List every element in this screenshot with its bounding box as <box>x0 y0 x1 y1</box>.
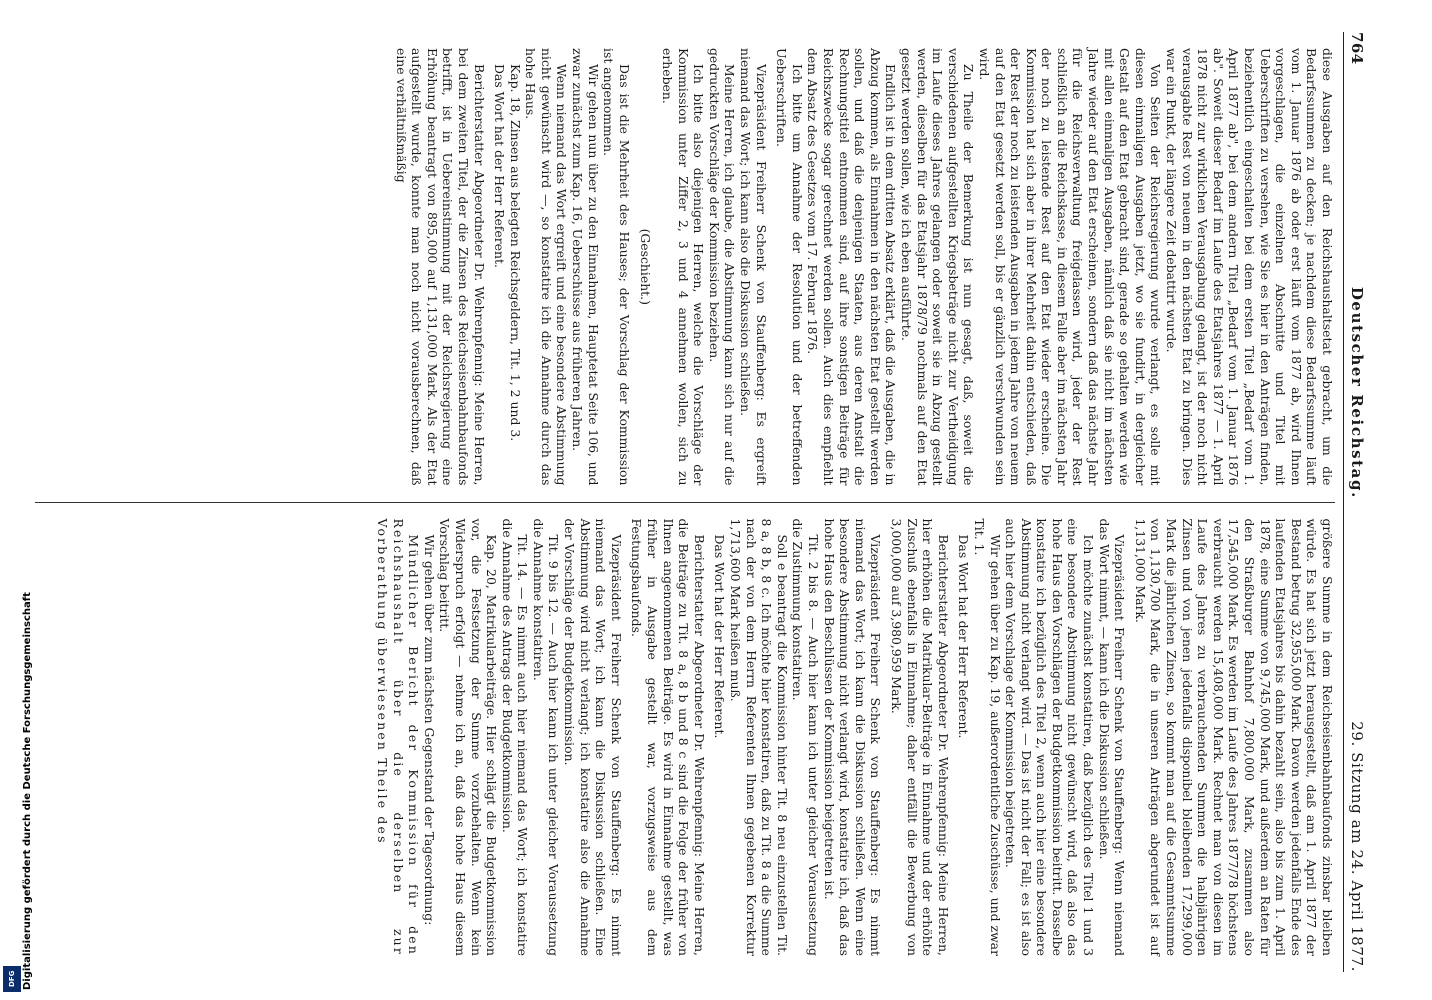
paragraph: Das Wort hat der Herr Referent. <box>956 534 972 739</box>
paragraph: Ich bitte also diejenigen Herren, welche die Vorschläge der Kommission unter Ziffer 2, 3 und 4 annehmen wollen, sich zu erheben. <box>660 48 707 486</box>
paragraph: Berichterstatter Abgeordneter Dr. Wehrenpfennig: Meine Herren, bei dem zweiten Titel, der die Zinsen des Reichseisenbahnbaufonds betrifft, ist in Uebereinstimmung mit der Reichsregierung eine Erhöhung beantragt von 895,000 auf 1,131,000 Mark. Als der Etat aufgestellt wurde, konnte man noch nicht vorausberechnen, daß eine verhältnißmäßig <box>393 48 487 486</box>
dfg-logo-icon: DFG <box>3 966 21 992</box>
session-date: 29. Sitzung am 24. April 1877. <box>1348 721 1366 972</box>
paragraph: Mündlicher Bericht der Kommission für den Reichshaushalt über die derselben zur Vorberathung überwiesenen Theile des <box>374 518 422 956</box>
paragraph: Kap. 18, Zinsen aus belegten Reichsgeldern, Tit. 1, 2 und 3. <box>507 64 523 442</box>
digitization-credit-strip <box>0 0 33 1000</box>
digitization-credit: Digitalisierung gefördert durch die Deutsche Forschungsgemeinschaft <box>22 592 33 990</box>
paragraph: Soll e beantragt die Kommission hinter Tit. 8 neu einzustellen Tit. 8 a, 8 b, 8 c. Ich möchte hier konstatiren, daß zu Tit. 8 a die Summe nach der von dem Herrn Referenten Ihnen gegebenen Korrektur 1,713,600 Mark heißen muß. <box>728 518 790 956</box>
paragraph: Wir gehen über zum nächsten Gegenstand der Tagesordnung: <box>421 534 437 926</box>
paragraph: Tit. 2 bis 8. — Auch hier kann ich unter gleicher Voraussetzung die Zustimmung konstatiren. <box>790 518 821 956</box>
paragraph: Ich bitte um Annahme der Resolution und der betreffenden Ueberschriften. <box>774 48 805 486</box>
paragraph: Endlich ist in dem dritten Absatz erklärt, daß die Ausgaben, die in Abzug kommen, als Einnahmen in den nächsten Etat gestellt werden sollen, und daß die denjenigen Staaten, aus deren Anstalt die Rechnungstitel entnommen sind, auf ihre sonstigen Beiträge für Reichszwecke sogar gerechnet werden sollen. Auch dies empfiehlt dem Absatz des Gesetzes vom 17. Februar 1876. <box>805 48 899 486</box>
paragraph: Tit. 14. — Es nimmt auch hier niemand das Wort; ich konstatire die Annahme des Antrags der Budgetkommission. <box>499 518 531 956</box>
scanned-page <box>2 0 1382 1000</box>
paragraph: Von Seiten der Reichsregierung wurde verlangt, es solle mit diesen einmaligen Ausgaben jetzt, wo sie fundirt, in dergleicher Gestalt auf den Etat gebracht sind, gerade so gehalten werden wie mit allen einmaligen Ausgaben, nämlich daß sie nicht im nächsten Jahre wieder auf den Etat erscheinen, sondern daß das nächste Jahr für die Reichsverwaltung freigelassen wird, jeder der Rest schließlich an die Reichskasse, in diesem Falle aber im nächsten Jahr der noch zu leistende Rest auf den Etat wieder erscheine. Die Kommission hat sich aber in ihrer Mehrheit dahin entschieden, daß der Rest der noch zu leistenden Ausgaben in jedem Jahre von neuem auf den Etat gesetzt werden soll, bis er gänzlich verschwunden sein wird. <box>976 48 1164 486</box>
paragraph: Tit. 9 bis 12. — Auch hier kann ich unter gleicher Voraussetzung die Annahme konstatiren. <box>530 518 562 956</box>
page-header <box>1343 32 1366 972</box>
text-columns <box>35 32 1335 972</box>
paragraph: Wenn niemand das Wort ergreift und eine besondere Abstimmung nicht gewünscht wird —, so konstatire ich die Annahme durch das hohe Haus. <box>523 48 570 486</box>
page-number: 764 <box>1348 32 1366 65</box>
paragraph: Vizepräsident Freiherr Schenk von Stauffenberg: Es nimmt niemand das Wort; ich kann die Diskussion schließen. Wenn eine besondere Abstimmung nicht verlangt wird, konstatire ich, daß das hohe Haus den Beschlüssen der Kommission beigetreten ist. <box>821 518 884 956</box>
paragraph: Zu Theile der Bemerkung ist nun gesagt, daß, soweit die verschiedenen aufgestellten Kriegsbeträge nicht zur Vertheidigung im Laufe dieses Jahres gelangen oder soweit sie in Abzug gestellt werden, dieselben für das Etatsjahr 1878/79 nochmals auf den Etat gesetzt werden sollen, wie ich eben ausführte. <box>898 48 977 486</box>
paragraph: Berichterstatter Abgeordneter Dr. Wehrenpfennig: Meine Herren, die Beiträge zu Tit. 8 a, 8 b und 8 c sind die Folge der früher von Ihnen angenommenen Beiträge. Es wird in Einnahme gestellt, was früher in Ausgabe gestellt war, vorzugsweise aus dem Festungsbaufonds. <box>629 518 707 956</box>
paragraph: Vizepräsident Freiherr Schenk von Stauffenberg: Es nimmt niemand das Wort; ich kann die Diskussion schließen. Eine Abstimmung wird nicht verlangt; ich konstatire also die Annahme der Vorschläge der Budgetkommission. <box>562 518 624 956</box>
paragraph: Meine Herren, ich glaube, die Abstimmung kann sich nur auf die gedruckten Vorschläge der Kommission beziehen. <box>706 48 738 486</box>
paragraph: Ich möchte zunächst konstatiren, daß bezüglich des Titel 1 und 3 eine besondere Abstimmung nicht gewünscht wird, daß also das hohe Haus den Vorschlägen der Budgetkommission beitritt. Dasselbe konstatire ich bezüglich des Titel 2, wenn auch hier eine besondere Abstimmung nicht verlangt wird. — Das ist nicht der Fall; es ist also auch hier dem Vorschlage der Kommission beigetreten. <box>1003 518 1097 956</box>
paragraph: diese Ausgaben auf den Reichshaushaltsetat gebracht, um die Bedarfssummen zu decken; je nachdem diese Bedarfssumme läuft vom 1. Januar 1876 ab oder erst läuft vom 1877 ab, wird Ihnen vorgeschlagen, die einzelnen Abschnitte und Titel mit Ueberschriften zu versehen, wie Sie es hier in den Anträgen finden, beziehentlich eingeschalten bei dem ersten Titel „Bedarf vom 1. April 1877 ab", bei dem andern Titel „Bedarf vom 1. Januar 1876 ab". Soweit dieser Bedarf im Laufe des Etatsjahres 1877 — 1. April 1878 nicht zur wirklichen Verausgabung gelangt, ist der noch nicht verausgabte Rest von neuem in den nächsten Etat zu bringen. Dies war ein Punkt, der längere Zeit debattirt wurde. <box>1164 48 1335 486</box>
paragraph: Das Wort hat der Herr Referent. <box>712 534 728 739</box>
paragraph: Vizepräsident Freiherr Schenk von Stauffenberg: Es ergreift niemand das Wort; ich kann also die Diskussion schließen. <box>738 48 769 486</box>
paragraph: Wir gehen über zu Kap. 19, außerordentliche Zuschüsse, und zwar Tit. 1. <box>971 518 1003 956</box>
running-title: Deutscher Reichstag. <box>1348 286 1366 499</box>
paragraph: Wir gehen nun über zu den Einnahmen, Hauptetat Seite 106, und zwar zunächst zum Kap. 16, Ueberschüsse aus früheren Jahren. <box>570 48 601 486</box>
paragraph: (Geschieht.) <box>638 228 654 305</box>
paragraph: größere Summe in dem Reichseisenbahnbaufonds zinsbar bleiben würde. Es hat sich jetzt herausgestellt, daß am 1. April 1877 der Bestand betrug 32,955,000 Mark. Davon werden jedenfalls Ende des laufenden Etatsjahres bis dahin bezahlt sein, also bis zum 1. April 1878, eine Summe von 9,745,000 Mark, und außerdem an Raten für den Straßburger Bahnhof 7,800,000 Mark, zusammen also 17,545,000 Mark. Es werden im Laufe des Jahres 1877/78 höchstens verbraucht werden 15,408,000 Mark. Rechnet man von diesen im Laufe des Jahres zu verbrauchenden Summen die halbjährigen Zinsen und von jenen jedenfalls disponibel bleibenden 17,299,000 Mark die jährlichen Zinsen, so kommt man auf die Gesammtsumme von 1,130,700 Mark, die in unseren Anträgen abgerundet ist auf 1,131,000 Mark. <box>1132 518 1335 956</box>
paragraph: Berichterstatter Abgeordneter Dr. Wehrenpfennig: Meine Herren, hier erhöhen die Matrikular-Beiträge in Einnahme und der erhöhte Zuschuß ebenfalls in Einnahme; daher entfällt die Bewerbung von 3,000,000 auf 3,980,959 Mark. <box>888 518 951 956</box>
paragraph: Vizepräsident Freiherr Schenk von Stauffenberg: Wenn niemand das Wort nimmt, — kann ich die Diskussion schließen. <box>1096 518 1128 956</box>
paragraph: Das Wort hat der Herr Referent. <box>492 64 508 268</box>
paragraph: Das ist die Mehrheit des Hauses; der Vorschlag der Kommission ist angenommen. <box>601 48 632 486</box>
left-column <box>35 32 1335 502</box>
paragraph: Kap. 20, Matrikularbeiträge. Hier schlägt die Budgetkommission vor, die Festsetzung der Summe vorzubehalten. Wenn kein Widerspruch erfolgt — nehme ich an, daß das hohe Haus diesem Vorschlag beitritt. <box>437 518 500 956</box>
right-column <box>35 502 1335 973</box>
